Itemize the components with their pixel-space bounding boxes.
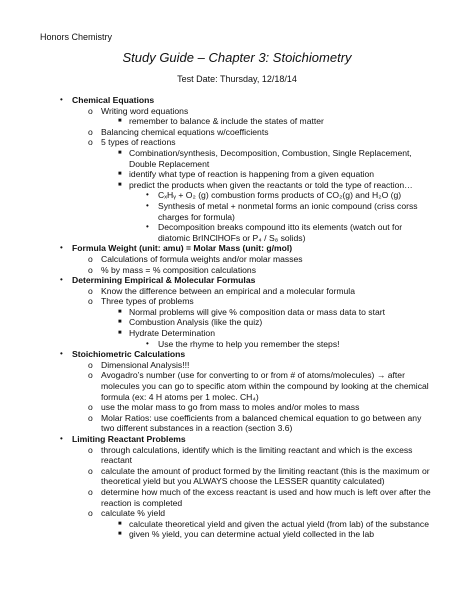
outline-item [0,339,474,350]
outline-item [0,508,474,519]
outline-item [0,349,474,360]
outline-item [0,317,474,328]
outline-text: Know the difference between an empirical and a molecular formula [101,285,355,296]
outline-text: given % yield, you can determine actual yield collected in the lab [129,529,375,540]
bullet-icon: • [60,349,63,359]
outline-text: determine how much of the excess reactant is used and how much is left over after the reaction is completed [101,486,431,508]
circle-bullet-icon: o [88,253,93,264]
circle-bullet-icon: o [88,105,93,116]
outline-item [0,201,474,222]
outline-text: Avogadro’s number (use for converting to or from # of atoms/molecules) → after molecules you can go to specific atom within the compound by looking at the chemical formula (ex: 4 H atoms per 1 molec. CH₄) [101,370,429,402]
outline-item [0,402,474,413]
outline-item [0,328,474,339]
square-bullet-icon: ■ [118,308,122,315]
outline-text: Molar Ratios: use coefficients from a balanced chemical equation to go between any two different substances in a reaction (section 3.6) [101,412,422,434]
bullet-icon: • [60,275,63,285]
outline-item [0,529,474,540]
outline-item [0,286,474,297]
outline-text: calculate the amount of product formed by the limiting reactant (this is the maximum or theoretical yield but you ALWAYS choose the LESSER quantity calculated) [101,465,430,487]
bullet-icon: • [60,243,63,253]
outline-item [0,275,474,286]
outline-item [0,222,474,243]
square-bullet-icon: ■ [118,520,122,527]
section-heading: Stoichiometric Calculations [72,349,186,360]
outline-text: Use the rhyme to help you remember the steps! [158,338,340,349]
outline-item [0,370,474,402]
outline-text: Decomposition breaks compound itto its elements (watch out for diatomic BrINClHOFs or P₄ / S₈ solids) [158,222,403,243]
study-outline [0,95,474,540]
circle-bullet-icon: o [88,359,93,370]
outline-text: Combustion Analysis (like the quiz) [129,317,263,328]
outline-item [0,487,474,508]
outline-item [0,265,474,276]
square-bullet-icon: ■ [118,330,122,337]
outline-text: remember to balance & include the states of matter [129,116,324,127]
bullet-icon: • [146,222,149,232]
outline-item [0,360,474,371]
square-bullet-icon: ■ [118,531,122,538]
outline-item [0,127,474,138]
square-bullet-icon: ■ [118,149,122,156]
page-title: Study Guide – Chapter 3: Stoichiometry [122,50,352,65]
outline-item [0,519,474,530]
outline-text: predict the products when given the reactants or told the type of reaction… [129,179,413,190]
circle-bullet-icon: o [88,126,93,137]
outline-text: through calculations, identify which is the limiting reactant and which is the excess reactant [101,444,413,466]
circle-bullet-icon: o [88,508,93,519]
outline-text: Synthesis of metal + nonmetal forms an ionic compound (criss corss charges for formula) [158,200,418,222]
outline-text: Three types of problems [101,296,194,307]
outline-item [0,95,474,106]
outline-item [0,434,474,445]
outline-text: Dimensional Analysis!!! [101,359,190,370]
section-heading: Chemical Equations [72,95,155,105]
outline-item [0,116,474,127]
bullet-icon: • [146,200,149,210]
outline-item [0,148,474,169]
outline-text: 5 types of reactions [101,137,176,148]
outline-text: Combination/synthesis, Decomposition, Combustion, Single Replacement, Double Replacement [129,147,412,169]
outline-text: Hydrate Determination [129,328,215,339]
circle-bullet-icon: o [88,264,93,275]
square-bullet-icon: ■ [118,171,122,178]
outline-item [0,296,474,307]
outline-text: Writing word equations [101,105,189,116]
outline-text: calculate theoretical yield and given the actual yield (from lab) of the substance [129,518,429,529]
outline-text: Normal problems will give % composition data or mass data to start [129,306,386,317]
outline-text: Calculations of formula weights and/or molar masses [101,253,303,264]
outline-item [0,190,474,201]
outline-item [0,413,474,434]
square-bullet-icon: ■ [118,319,122,326]
circle-bullet-icon: o [88,402,93,413]
outline-item [0,445,474,466]
outline-item [0,137,474,148]
bullet-icon: • [60,95,63,104]
circle-bullet-icon: o [88,444,93,455]
outline-item [0,180,474,191]
outline-text: calculate % yield [101,508,166,519]
outline-item [0,254,474,265]
outline-text: CₓHᵧ + O₂ (g) combustion forms products of CO₂(g) and H₂O (g) [158,190,402,201]
test-date: Test Date: Thursday, 12/18/14 [177,74,297,84]
outline-item [0,307,474,318]
course-name: Honors Chemistry [40,32,113,42]
section-heading: Formula Weight (unit: amu) = Molar Mass (unit: g/mol) [72,243,293,254]
square-bullet-icon: ■ [118,181,122,188]
square-bullet-icon: ■ [118,118,122,125]
circle-bullet-icon: o [88,296,93,307]
outline-text: % by mass = % composition calculations [101,264,256,275]
outline-text: Balancing chemical equations w/coefficients [101,126,269,137]
circle-bullet-icon: o [88,412,93,423]
outline-text: use the molar mass to go from mass to moles and/or moles to mass [101,402,360,413]
outline-item [0,169,474,180]
circle-bullet-icon: o [88,465,93,476]
section-heading: Determining Empirical & Molecular Formulas [72,275,256,286]
bullet-icon: • [146,190,149,200]
circle-bullet-icon: o [88,370,93,381]
outline-item [0,243,474,254]
outline-item [0,106,474,117]
circle-bullet-icon: o [88,285,93,296]
section-heading: Limiting Reactant Problems [72,434,186,444]
bullet-icon: • [146,338,149,348]
circle-bullet-icon: o [88,137,93,148]
bullet-icon: • [60,434,63,443]
circle-bullet-icon: o [88,486,93,497]
outline-text: identify what type of reaction is happening from a given equation [129,169,375,180]
outline-item [0,466,474,487]
